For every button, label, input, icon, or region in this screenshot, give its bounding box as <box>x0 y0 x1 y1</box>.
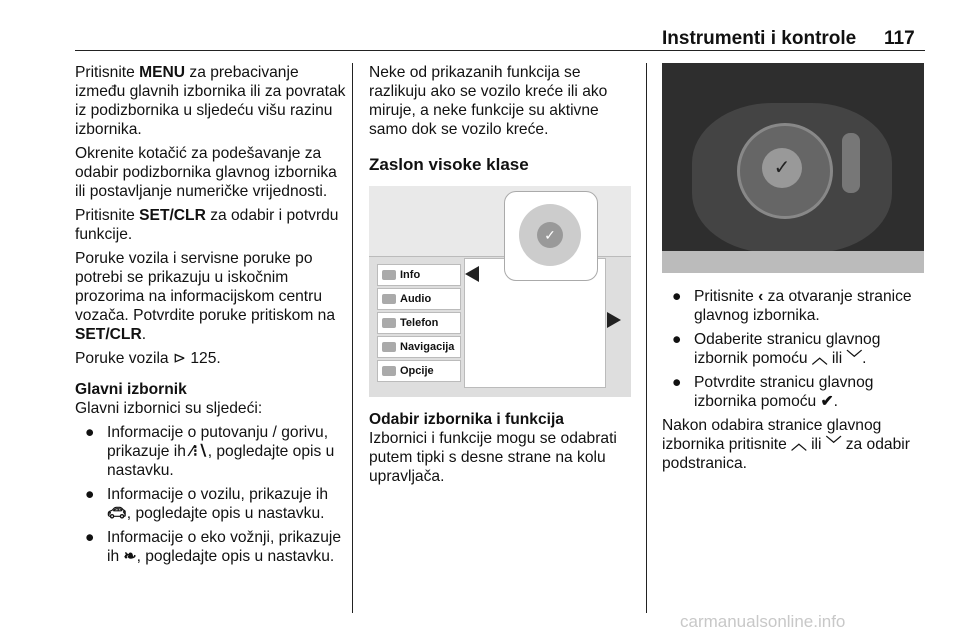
menu-item-telefon: Telefon <box>377 312 461 334</box>
options-icon <box>382 366 396 376</box>
column-divider <box>352 63 353 613</box>
list-item: ● Informacije o putovanju / gorivu, prikazuje ih ⁄⁝∖, pogledajte opis u nastavku. <box>85 424 335 479</box>
page-title: Instrumenti i kontrole <box>662 28 857 49</box>
check-icon: ✓ <box>537 222 563 248</box>
paragraph: Glavni izbornici su sljedeći: <box>75 400 263 417</box>
list-item: ● Informacije o eko vožnji, prikazuje ih ❧, pogledajte opis u nastavku. <box>85 529 342 565</box>
paragraph: Neke od prikazanih funkcija se razlikuju ako se vozilo kreće ili ako miruje, a neke funkcije su aktivne samo dok se vozilo kreće. <box>369 64 608 138</box>
column-1 <box>75 63 350 571</box>
chevron-up-icon: ︿ <box>791 436 807 453</box>
paragraph: Nakon odabira stranice glavnog izbornika pritisnite ︿ ili ﹀ za odabir podstranica. <box>662 417 910 472</box>
bullet-list <box>75 423 350 566</box>
list-item: ● Potvrdite stranicu glavnog izbornika pomoću ✔. <box>672 374 874 410</box>
eco-leaf-icon: ❧ <box>123 548 137 565</box>
chevron-down-icon: ﹀ <box>825 436 842 453</box>
page-ref-icon: ⊳ <box>172 350 187 367</box>
display-illustration <box>369 186 631 396</box>
set-clr-label: SET/CLR <box>139 207 206 224</box>
page-header <box>0 0 960 50</box>
column-divider <box>646 63 647 613</box>
menu-item-info: Info <box>377 264 461 286</box>
list-item: ● Pritisnite ‹ za otvaranje stranice glavnog izbornika. <box>672 288 912 324</box>
steering-wheel-photo <box>662 63 924 273</box>
list-item: ● Informacije o vozilu, prikazuje ih 🚗︎, pogledajte opis u nastavku. <box>85 486 329 522</box>
menu-item-audio: Audio <box>377 288 461 310</box>
menu-item-opcije: Opcije <box>377 360 461 382</box>
section-heading: Glavni izbornik <box>75 381 187 398</box>
paragraph: Pritisnite MENU za prebacivanje između glavnih izbornika ili za povratak iz podizbornika u sljedeću višu razinu izbornika. <box>75 64 346 138</box>
phone-icon <box>382 318 396 328</box>
car-icon: 🚗︎ <box>107 505 127 522</box>
paragraph: Poruke vozila i servisne poruke po potrebi se prikazuju u iskočnim prozorima na informacijskom centru vozača. Potvrdite poruke pritiskom na SET/CLR. <box>75 250 336 343</box>
page-ref[interactable]: 125. <box>190 350 221 367</box>
watermark: carmanualsonline.info <box>680 612 846 631</box>
page-number: 117 <box>884 28 915 49</box>
menu-button-label: MENU <box>139 64 186 81</box>
set-clr-label: SET/CLR <box>75 326 142 343</box>
check-icon: ✓ <box>762 148 802 188</box>
figure-heading: Odabir izbornika i funkcija <box>369 411 564 428</box>
paragraph: Izbornici i funkcije mogu se odabrati putem tipki s desne strane na kolu upravljača. <box>369 430 617 485</box>
header-rule <box>75 50 925 51</box>
chevron-left-icon: ‹ <box>758 288 764 305</box>
control-pad-inset <box>504 191 598 281</box>
info-icon <box>382 270 396 280</box>
volume-rocker <box>842 133 860 193</box>
chevron-up-icon: ︿ <box>811 350 828 367</box>
list-item: ● Odaberite stranicu glavnog izbornik pomoću ︿ ili ﹀. <box>672 331 881 367</box>
navigation-icon <box>382 342 396 352</box>
paragraph: Pritisnite SET/CLR za odabir i potvrdu funkcije. <box>75 207 339 243</box>
paragraph: Okrenite kotačić za podešavanje za odabir podizbornika glavnog izbornika ili postavljanje numeričke vrijednosti. <box>75 145 337 200</box>
bullet-list <box>662 287 928 411</box>
section-heading: Zaslon visoke klase <box>369 155 529 174</box>
column-3 <box>662 63 928 478</box>
trip-fuel-icon: ⁄⁝∖ <box>190 443 208 460</box>
chevron-down-icon: ﹀ <box>846 350 863 367</box>
column-2 <box>369 63 635 491</box>
audio-icon <box>382 294 396 304</box>
left-arrow-icon <box>465 266 479 282</box>
right-arrow-icon <box>607 312 621 328</box>
paragraph: Poruke vozila ⊳ 125. <box>75 350 221 367</box>
menu-item-navigacija: Navigacija <box>377 336 461 358</box>
check-icon: ✔ <box>820 393 834 410</box>
